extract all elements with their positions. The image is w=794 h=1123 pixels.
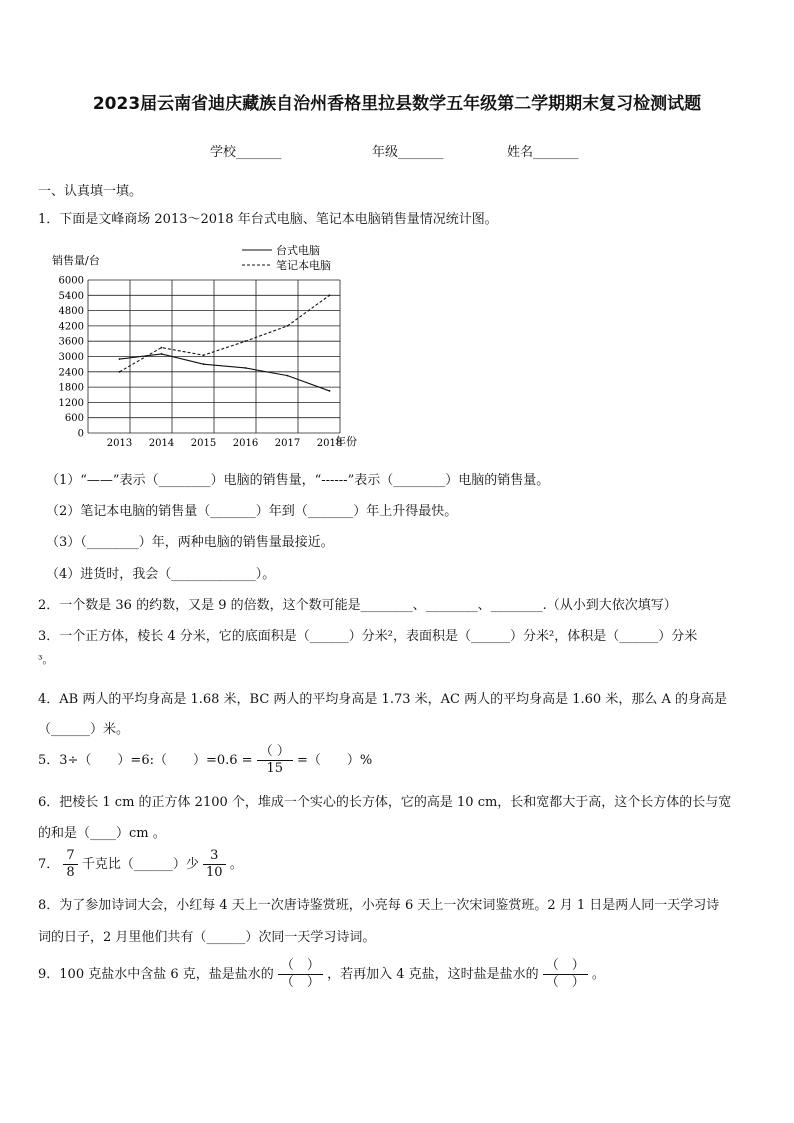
question-9 bbox=[38, 958, 605, 991]
data-point bbox=[119, 358, 121, 360]
data-point bbox=[287, 325, 289, 327]
x-tick-label: 2013 bbox=[106, 438, 133, 449]
question-5 bbox=[38, 744, 372, 777]
x-axis-label: 年份 bbox=[335, 435, 357, 448]
y-tick-label: 2400 bbox=[58, 367, 84, 379]
data-point bbox=[245, 367, 247, 369]
question-7 bbox=[38, 848, 243, 881]
data-point bbox=[161, 353, 163, 355]
question-8-line-2: 词的日子，2 月里他们共有（______）次同一天学习诗词。 bbox=[38, 930, 376, 945]
fraction-numerator: 7 bbox=[63, 848, 77, 865]
question-1-sub-2: （2）笔记本电脑的销售量（_______）年到（_______）年上升得最快。 bbox=[46, 504, 458, 519]
y-tick-label: 3000 bbox=[58, 352, 84, 363]
y-tick-label: 1200 bbox=[58, 397, 84, 409]
legend-laptop-label: 笔记本电脑 bbox=[276, 259, 331, 272]
question-2: 2．一个数是 36 的约数，又是 9 的倍数，这个数可能是________、________、________.（从小到大依次填写） bbox=[38, 598, 677, 613]
question-3-line-2: ³。 bbox=[38, 653, 54, 666]
question-7-fraction-1 bbox=[63, 848, 77, 881]
y-tick-label: 600 bbox=[64, 413, 84, 425]
question-6-line-2: 的和是（____）cm 。 bbox=[38, 826, 166, 841]
question-5-left: 5．3÷（ ）=6:（ ）=0.6 = bbox=[38, 753, 253, 768]
x-tick-label: 2017 bbox=[274, 438, 301, 449]
question-5-fraction bbox=[257, 744, 293, 777]
question-9-middle: ，若再加入 4 克盐，这时盐是盐水的 bbox=[327, 967, 539, 982]
x-tick-label: 2016 bbox=[232, 438, 259, 449]
question-8-line-1: 8．为了参加诗词大会，小红每 4 天上一次唐诗鉴赏班，小亮每 6 天上一次宋词鉴赏班。2 月 1 日是两人同一天学习诗 bbox=[38, 898, 720, 913]
name-field: 姓名_______ bbox=[507, 145, 579, 160]
data-point bbox=[329, 294, 331, 296]
data-point bbox=[203, 354, 205, 356]
question-1-sub-1: （1）“——”表示（________）电脑的销售量，“------”表示（________）电脑的销售量。 bbox=[46, 473, 550, 488]
fraction-denominator: （ ） bbox=[280, 975, 320, 990]
question-4-line-2: （______）米。 bbox=[38, 722, 130, 737]
question-6-line-1: 6．把棱长 1 cm 的正方体 2100 个，堆成一个实心的长方体，它的高是 10 cm，长和宽都大于高，这个长方体的长与宽 bbox=[38, 795, 732, 810]
sales-line-chart bbox=[40, 238, 380, 453]
y-tick-label: 6000 bbox=[58, 275, 84, 287]
school-field: 学校_______ bbox=[210, 145, 282, 160]
y-tick-label: 5400 bbox=[58, 290, 84, 302]
data-point bbox=[203, 363, 205, 365]
fraction-numerator: （ ） bbox=[257, 744, 293, 761]
question-9-lead: 9．100 克盐水中含盐 6 克，盐是盐水的 bbox=[38, 967, 274, 982]
question-9-fraction-1 bbox=[278, 958, 323, 991]
question-1-sub-4: （4）进货时，我会（_____________）。 bbox=[46, 567, 276, 582]
question-9-fraction-2 bbox=[543, 958, 588, 991]
x-tick-label: 2018 bbox=[316, 438, 343, 449]
data-point bbox=[287, 375, 289, 377]
question-7-middle: 千克比（______）少 bbox=[81, 857, 199, 872]
fraction-denominator: 15 bbox=[266, 761, 284, 776]
fraction-numerator: （ ） bbox=[543, 958, 588, 975]
section-heading: 一、认真填一填。 bbox=[38, 184, 143, 199]
data-point bbox=[329, 390, 331, 392]
fraction-numerator: （ ） bbox=[278, 958, 323, 975]
question-7-end: 。 bbox=[229, 857, 243, 872]
page-title: 2023届云南省迪庆藏族自治州香格里拉县数学五年级第二学期期末复习检测试题 bbox=[92, 94, 702, 114]
question-7-lead: 7． bbox=[38, 857, 60, 872]
data-point bbox=[245, 340, 247, 342]
question-4-line-1: 4．AB 两人的平均身高是 1.68 米，BC 两人的平均身高是 1.73 米，AC 两人的平均身高是 1.60 米，那么 A 的身高是 bbox=[38, 692, 727, 707]
y-tick-label: 4200 bbox=[58, 321, 84, 333]
question-7-fraction-2 bbox=[203, 848, 226, 881]
question-1-stem: 1．下面是文峰商场 2013～2018 年台式电脑、笔记本电脑销售量情况统计图。 bbox=[38, 212, 498, 227]
fraction-denominator: （ ） bbox=[545, 975, 585, 990]
fraction-numerator: 3 bbox=[203, 848, 226, 865]
question-3-line-1: 3．一个正方体，棱长 4 分米，它的底面积是（______）分米²，表面积是（______）分米²，体积是（______）分米 bbox=[38, 629, 698, 644]
y-tick-label: 4800 bbox=[58, 306, 84, 318]
fraction-denominator: 8 bbox=[66, 865, 75, 880]
fraction-denominator: 10 bbox=[206, 865, 223, 880]
x-tick-label: 2014 bbox=[148, 438, 175, 449]
question-9-end: 。 bbox=[591, 967, 605, 982]
y-tick-label: 0 bbox=[77, 428, 84, 440]
legend-desktop-label: 台式电脑 bbox=[276, 244, 320, 257]
data-point bbox=[161, 347, 163, 349]
grade-field: 年级_______ bbox=[372, 145, 444, 160]
y-tick-label: 3600 bbox=[58, 336, 84, 348]
y-tick-label: 1800 bbox=[58, 382, 84, 394]
question-5-right: =（ ）% bbox=[297, 753, 373, 768]
y-axis-label: 销售量/台 bbox=[52, 254, 100, 267]
data-point bbox=[119, 371, 121, 373]
question-1-sub-3: （3）（________）年，两种电脑的销售量最接近。 bbox=[46, 535, 334, 550]
x-tick-label: 2015 bbox=[190, 438, 217, 449]
